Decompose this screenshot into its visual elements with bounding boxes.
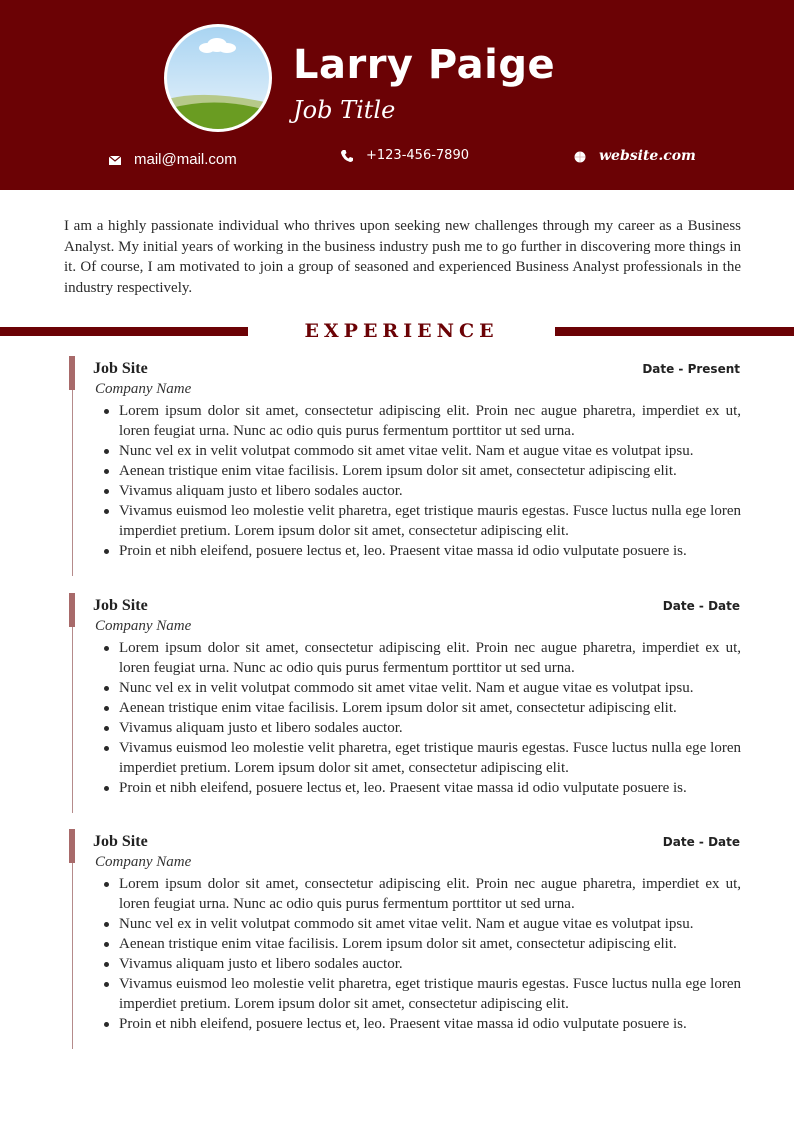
bullet-item: Aenean tristique enim vitae facilisis. Lorem ipsum dolor sit amet, consectetur adipiscing elit. <box>119 698 741 718</box>
bullet-item: Vivamus aliquam justo et libero sodales auctor. <box>119 481 741 501</box>
job-date: Date - Present <box>642 362 740 376</box>
job-bullets <box>119 874 741 1034</box>
job-site: Job Site <box>93 360 148 377</box>
job-bullets <box>119 638 741 798</box>
contact-phone[interactable] <box>340 148 469 163</box>
bullet-item: Vivamus aliquam justo et libero sodales auctor. <box>119 954 741 974</box>
bullet-item: Vivamus euismod leo molestie velit pharetra, eget tristique mauris egestas. Fusce luctus nulla ege loren imperdiet pretium. Lorem ipsum dolor sit amet, consectetur adipiscing elit. <box>119 503 741 539</box>
bullet-item: Lorem ipsum dolor sit amet, consectetur adipiscing elit. Proin nec augue pharetra, imperdiet ex ut, loren feugiat urna. Nunc ac odio quis purus fermentum porttitor ut sed urna. <box>119 640 741 676</box>
header-banner <box>0 0 794 190</box>
job-site: Job Site <box>93 597 148 614</box>
job-bullets <box>119 401 741 561</box>
bullet-item: Vivamus euismod leo molestie velit pharetra, eget tristique mauris egestas. Fusce luctus nulla ege loren imperdiet pretium. Lorem ipsum dolor sit amet, consectetur adipiscing elit. <box>119 976 741 1012</box>
profile-photo <box>164 24 272 132</box>
job-site: Job Site <box>93 833 148 850</box>
entry-marker <box>69 356 75 390</box>
bullet-item: Proin et nibh eleifend, posuere lectus et, leo. Praesent vitae massa id odio vulputate posuere is. <box>119 541 741 561</box>
entry-marker <box>69 593 75 627</box>
experience-heading: EXPERIENCE <box>304 320 499 342</box>
email-text: mail@mail.com <box>134 151 237 168</box>
website-text: website.com <box>599 148 696 164</box>
globe-icon <box>573 149 587 163</box>
entry-marker <box>69 829 75 863</box>
job-date: Date - Date <box>662 599 740 613</box>
company-name: Company Name <box>95 854 192 870</box>
bullet-item: Lorem ipsum dolor sit amet, consectetur adipiscing elit. Proin nec augue pharetra, imperdiet ex ut, loren feugiat urna. Nunc ac odio quis purus fermentum porttitor ut sed urna. <box>119 876 741 912</box>
timeline-line <box>72 627 73 813</box>
bullet-item: Nunc vel ex in velit volutpat commodo sit amet vitae velit. Nam et augue vitae es volutpat ipsu. <box>119 914 741 934</box>
candidate-name: Larry Paige <box>293 42 556 88</box>
timeline-line <box>72 390 73 576</box>
job-title: Job Title <box>293 96 396 124</box>
bullet-item: Proin et nibh eleifend, posuere lectus et, leo. Praesent vitae massa id odio vulputate posuere is. <box>119 1014 741 1034</box>
envelope-icon <box>108 153 122 167</box>
bullet-item: Vivamus euismod leo molestie velit pharetra, eget tristique mauris egestas. Fusce luctus nulla ege loren imperdiet pretium. Lorem ipsum dolor sit amet, consectetur adipiscing elit. <box>119 740 741 776</box>
timeline-line <box>72 863 73 1049</box>
landscape-photo-icon <box>167 27 269 129</box>
section-divider-left <box>0 327 248 336</box>
bullet-item: Lorem ipsum dolor sit amet, consectetur adipiscing elit. Proin nec augue pharetra, imperdiet ex ut, loren feugiat urna. Nunc ac odio quis purus fermentum porttitor ut sed urna. <box>119 403 741 439</box>
job-date: Date - Date <box>662 835 740 849</box>
profile-summary: I am a highly passionate individual who thrives upon seeking new challenges through my career as a Business Analyst. My initial years of working in the business industry push me to go further in discovering more things in it. Of course, I am motivated to join a group of seasoned and experienced Business Analyst professionals in the industry respectively. <box>64 218 741 296</box>
section-divider-right <box>555 327 794 336</box>
bullet-item: Vivamus aliquam justo et libero sodales auctor. <box>119 718 741 738</box>
company-name: Company Name <box>95 381 192 397</box>
contact-email[interactable] <box>108 151 237 168</box>
bullet-item: Proin et nibh eleifend, posuere lectus et, leo. Praesent vitae massa id odio vulputate posuere is. <box>119 778 741 798</box>
phone-text: +123-456-7890 <box>366 148 469 163</box>
bullet-item: Aenean tristique enim vitae facilisis. Lorem ipsum dolor sit amet, consectetur adipiscing elit. <box>119 934 741 954</box>
company-name: Company Name <box>95 618 192 634</box>
contact-website[interactable] <box>573 148 696 164</box>
bullet-item: Aenean tristique enim vitae facilisis. Lorem ipsum dolor sit amet, consectetur adipiscing elit. <box>119 461 741 481</box>
bullet-item: Nunc vel ex in velit volutpat commodo sit amet vitae velit. Nam et augue vitae es volutpat ipsu. <box>119 678 741 698</box>
phone-icon <box>340 149 354 163</box>
bullet-item: Nunc vel ex in velit volutpat commodo sit amet vitae velit. Nam et augue vitae es volutpat ipsu. <box>119 441 741 461</box>
